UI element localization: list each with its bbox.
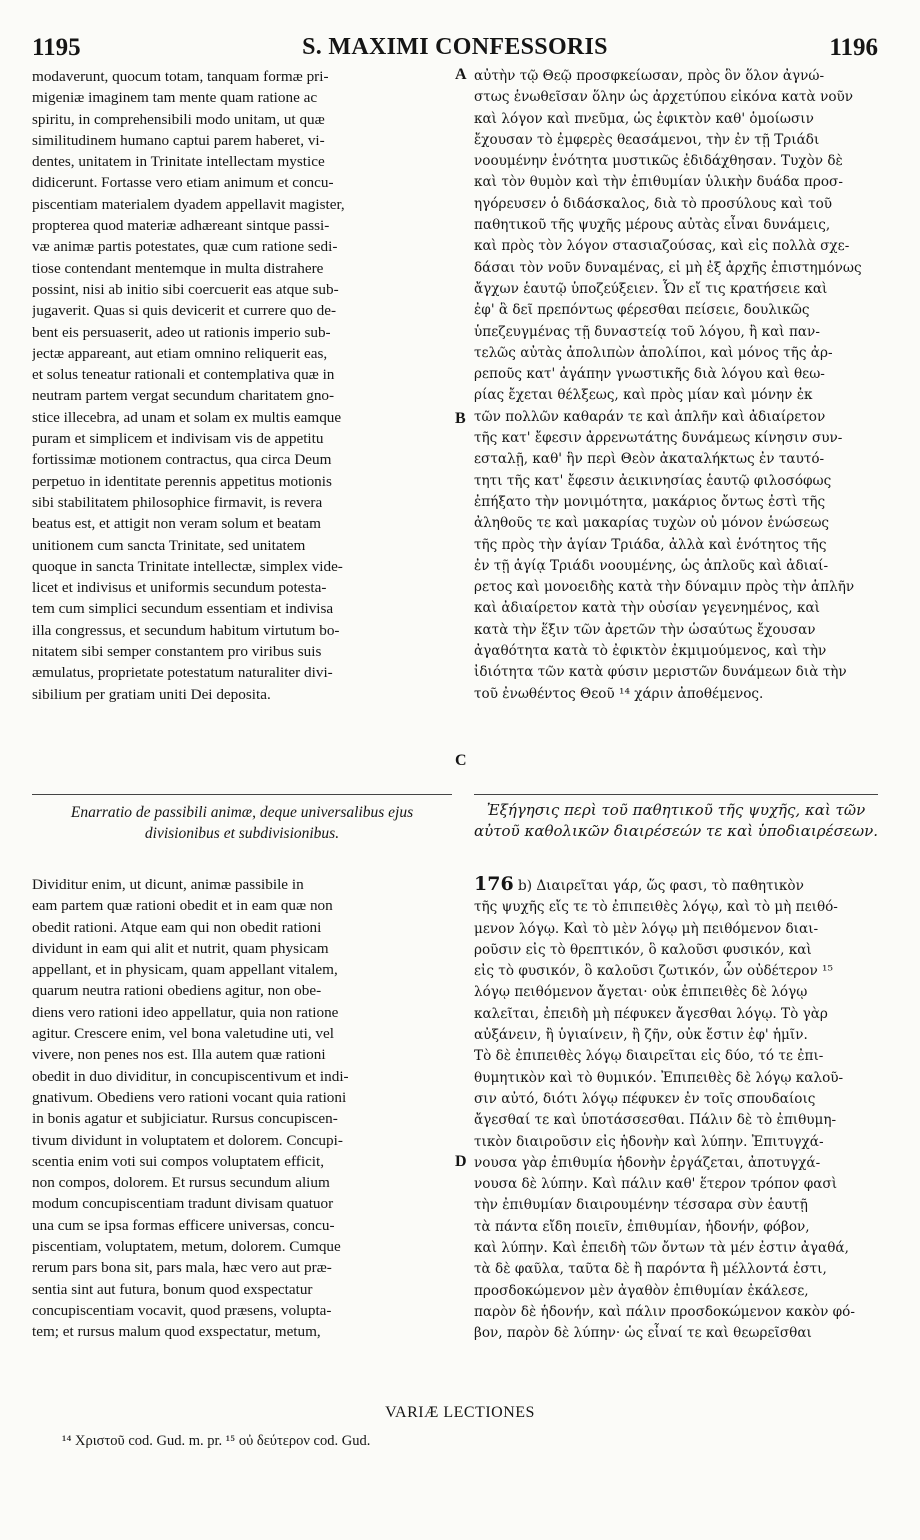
text-line: ἰδιότητα τῶν κατὰ φύσιν μεριστῶν δυνάμεων διὰ τὴν	[474, 664, 847, 681]
text-line: bent eis persuaserit, adeo ut rationis imperio sub-	[32, 323, 331, 341]
section-rule-right	[474, 794, 878, 795]
text-line: καὶ λόγον καὶ πνεῦμα, ὡς ἐφικτὸν καθ' ὁμοίωσιν	[474, 110, 814, 127]
text-line: Τὸ δὲ ἐπιπειθὲς λόγῳ διαιρεῖται εἰς δύο, τό τε ἐπι-	[474, 1048, 824, 1065]
text-line: ἔχουσαν τὸ ἐμφερὲς θεασάμενοι, τὴν ἐν τῇ Τριάδι	[474, 131, 820, 148]
text-line: sibi stabilitatem philosophice firmavit, is revera	[32, 493, 323, 511]
latin-column-bottom	[32, 874, 452, 1343]
text-line: neutram partem vergat secundum charitatem gno-	[32, 387, 335, 405]
text-line: propterea quod materiæ adhæreant sintque passi-	[32, 217, 330, 235]
greek-bottom-first-line	[474, 874, 878, 897]
text-line: ρετος καὶ μονοειδὴς κατὰ τὴν δύναμιν πρὸς τὴν ἁπλῆν	[474, 579, 855, 596]
text-line: possint, nisi ab initio sibi coercuerit eas atque sub-	[32, 280, 339, 298]
text-line: τῆς ψυχῆς εἴς τε τὸ ἐπιπειθὲς λόγῳ, καὶ τὸ μὴ πειθό-	[474, 899, 838, 916]
text-line: στως ἑνωθεῖσαν ὅλην ὡς ἀρχετύπου εἰκόνα κατὰ νοῦν	[474, 89, 854, 106]
text-line: perpetuo in identitate perennis appetitus motionis	[32, 472, 332, 490]
text-line: ἀγαθότητα κατὰ τὸ ἐφικτὸν ἐκμιμούμενος, καὶ τὴν	[474, 643, 827, 660]
text-line: εἰς τὸ φυσικόν, ὃ καλοῦσι ζωτικόν, ὧν οὐδέτερον ¹⁵	[474, 963, 833, 980]
text-line: τοῦ ἐνωθέντος Θεοῦ ¹⁴ χάριν ἀποθέμενος.	[474, 685, 764, 702]
text-line: τὴν ἐπιθυμίαν διαιρουμένην τέσσαρα σὺν ἑαυτῇ	[474, 1197, 808, 1214]
text-line: καὶ τὸν θυμὸν καὶ τὴν ἐπιθυμίαν ὑλικὴν δυάδα προσ-	[474, 174, 843, 191]
text-line: agitur. Crescere enim, vel bona valetudine uti, vel	[32, 1025, 334, 1043]
greek-column-top	[474, 66, 878, 705]
page-number-right: 1196	[829, 34, 878, 61]
text-line: ὑπεζευγμένας τῇ δυναστείᾳ τοῦ λόγου, ἢ καὶ παν-	[474, 323, 820, 340]
text-line: ρεποῦς κατ' ἀγάπην γνωστικῆς διὰ λόγου καὶ θεω-	[474, 366, 825, 383]
text-line: καὶ πρὸς τὸν λόγον στασιαζούσας, καὶ εἰς πολλὰ σχε-	[474, 238, 850, 255]
text-line: νουσα γὰρ ἐπιθυμία ἡδονὴν ἐργάζεται, ἀποτυγχά-	[474, 1154, 821, 1171]
text-line: tem cum simplici secundum essentiam et indivisa	[32, 600, 334, 618]
text-line: jugaverit. Quas si quis devicerit et currere quo de-	[32, 302, 337, 320]
variae-lectiones-notes: ¹⁴ Χριστοῦ cod. Gud. m. pr. ¹⁵ οὐ δεύτερον cod. Gud.	[62, 1433, 371, 1449]
margin-marker-d: D	[455, 1153, 467, 1170]
text-line: μενον λόγῳ. Καὶ τὸ μὲν λόγῳ μὴ πειθόμενον διαι-	[474, 920, 819, 937]
text-line: in bonis agatur et subjiciatur. Rursus concupiscen-	[32, 1110, 338, 1128]
text-line: αὐξάνειν, ἢ ὑγιαίνειν, ἢ ζῆν, οὐκ ἔστιν ἐφ' ἡμῖν.	[474, 1027, 808, 1044]
text-line: nitatem sibi semper constantem pro viribus suis	[32, 643, 322, 661]
text-line: σιν αὐτό, διότι λόγῳ πέφυκεν ἐν τοῖς σπουδαίοις	[474, 1090, 816, 1107]
text-line: εσταλῇ, καθ' ἣν περὶ Θεὸν ἀκαταλήκτως ἐν ταυτό-	[474, 451, 825, 468]
text-line: puram et simplicem et indivisam vis de appetitu	[32, 430, 324, 448]
text-line: νουσα δὲ λύπην. Καὶ πάλιν καθ' ἕτερον τρόπον φασὶ	[474, 1176, 838, 1193]
text-line: piscentiam, voluptatem, metum, dolorem. Cumque	[32, 1238, 341, 1256]
text-line: dividunt in eam qui alit et nutrit, quam physicam	[32, 939, 329, 957]
text-line: καὶ ἀδιαίρετον κατὰ τὴν οὐσίαν γεγενημένος, καὶ	[474, 600, 820, 617]
text-line: tivum dividunt in voluptatem et dolorem. Concupi-	[32, 1131, 343, 1149]
text-line: didicerunt. Fortasse vero etiam animum et concu-	[32, 174, 334, 192]
latin-column-top	[32, 66, 452, 705]
section-rule-left	[32, 794, 452, 795]
page-number-left: 1195	[32, 34, 81, 61]
text-line: obedit in duo dividitur, in concupiscentivum et indi-	[32, 1067, 349, 1085]
text-line: τῶν πολλῶν καθαράν τε καὶ ἁπλῆν καὶ ἀδιαίρετον	[474, 408, 826, 425]
text-line: παθητικοῦ τῆς ψυχῆς μέρους αὐτὰς εἶναι δυνάμεις,	[474, 217, 831, 234]
margin-marker-c: C	[455, 752, 467, 769]
text-line: fortissimæ motionem contractus, qua circa Deum	[32, 451, 332, 469]
text-line: dentes, unitatem in Trinitate intellectam mystice	[32, 153, 325, 171]
text-line: ἄγχων ἑαυτῷ ὑποζεύξειεν. Ὧν εἴ τις κρατήσειε καὶ	[474, 280, 828, 297]
text-line: scentia enim voti sui compos voluptatem efficit,	[32, 1152, 325, 1170]
text-line: παρὸν δὲ ἡδονήν, καὶ πάλιν προσδοκώμενον κακὸν φό-	[474, 1303, 855, 1320]
text-line: appellant, et in physicam, quam appellant vitalem,	[32, 961, 338, 979]
text-line: eam partem quæ rationi obedit et in eam quæ non	[32, 897, 333, 915]
text-line: τικὸν διαιροῦσιν εἰς ἡδονὴν καὶ λύπην. Ἐπιτυγχά-	[474, 1133, 824, 1150]
text-line: κατὰ τὴν ἕξιν τῶν ἀρετῶν τὴν ὡσαύτως ἔχουσαν	[474, 621, 816, 638]
text-line: æmulatus, proprietate potestatum naturaliter divi-	[32, 664, 333, 682]
greek-section-heading: Ἐξήγησις περὶ τοῦ παθητικοῦ τῆς ψυχῆς, καὶ τῶν αὐτοῦ καθολικῶν διαιρέσεών τε καὶ ὑποδιαιρέσεων.	[474, 801, 878, 840]
text-line: τὰ δὲ φαῦλα, ταῦτα δὲ ἢ παρόντα ἢ μέλλοντά ἐστι,	[474, 1261, 827, 1278]
text-line: βον, παρὸν δὲ λύπην· ὡς εἶναί τε καὶ θεωρεῖσθαι	[474, 1325, 812, 1342]
text-line: unitionem cum sancta Trinitate, sed unitatem	[32, 536, 306, 554]
text-line: θυμητικὸν καὶ τὸ θυμικόν. Ἐπιπειθὲς δὲ λόγῳ καλοῦ-	[474, 1069, 844, 1086]
text-line: λόγῳ πειθόμενον ἄγεται· οὐκ ἐπιπειθὲς δὲ λόγῳ	[474, 984, 808, 1001]
text-line: sibilium per gratiam uniti Dei deposita.	[32, 685, 271, 703]
text-line: sentia sint aut futura, bonum quod exspectatur	[32, 1280, 313, 1298]
text-line: quarum neutra rationi obediens agitur, non obe-	[32, 982, 322, 1000]
text-line: migeniæ imaginem tam mente quam ratione ac	[32, 89, 318, 107]
text-line: ἐφ' ἃ δεῖ πρεπόντως φέρεσθαι πείσειε, δουλικῶς	[474, 302, 810, 319]
greek-bottom-first-text: b) Διαιρεῖται γάρ, ὥς φασι, τὸ παθητικὸν	[513, 878, 804, 894]
text-line: diens vero rationi ideo appellatur, quia non ratione	[32, 1003, 339, 1021]
text-line: vivere, non penes nos est. Illa autem quæ rationi	[32, 1046, 326, 1064]
text-line: ἐπήξατο τὴν μονιμότητα, μακάριος ὄντως ἐστὶ τῆς	[474, 493, 826, 510]
text-line: τῆς κατ' ἔφεσιν ἀρρενωτάτης δυνάμεως κίνησιν συν-	[474, 430, 843, 447]
text-line: illa congressus, et secundum habitum virtutum bo-	[32, 621, 340, 639]
text-line: et solus teneatur rationali et contemplativa quæ in	[32, 366, 335, 384]
text-line: καλεῖται, ἐπειδὴ μὴ πέφυκεν ἄγεσθαι λόγῳ. Τὸ γὰρ	[474, 1005, 828, 1022]
text-line: obedit rationi. Atque eam qui non obedit rationi	[32, 918, 322, 936]
text-line: licet et indivisus et uniformis secundum potesta-	[32, 579, 327, 597]
text-line: προσδοκώμενον μὲν ἀγαθὸν ἐπιθυμίαν ἐκάλεσε,	[474, 1282, 809, 1299]
text-line: ηγόρευσεν ὁ διδάσκαλος, διὰ τὸ προσύλους καὶ τοῦ	[474, 195, 833, 212]
text-line: væ animæ partis potestates, quæ cum ratione sedi-	[32, 238, 338, 256]
text-line: αὐτὴν τῷ Θεῷ προσφκείωσαν, πρὸς ὃν ὅλον ἀγνώ-	[474, 68, 825, 84]
text-line: una cum se ipsa formas efficere universas, concu-	[32, 1216, 335, 1234]
margin-marker-b: B	[455, 410, 466, 427]
text-line: jectæ appareant, aut etiam omnino reliquerit eas,	[32, 344, 328, 362]
text-line: καὶ λύπην. Καὶ ἐπειδὴ τῶν ὄντων τὰ μέν ἐστιν ἀγαθά,	[474, 1240, 849, 1257]
latin-section-heading: Enarratio de passibili animæ, deque universalibus ejus divisionibus et subdivisionibus.	[70, 804, 414, 842]
margin-marker-a: A	[455, 66, 467, 83]
text-line: ἀληθοῦς τε καὶ μακαρίας τυχὼν οὐ μόνον ἑνώσεως	[474, 515, 830, 532]
running-title: S. MAXIMI CONFESSORIS	[302, 34, 608, 60]
text-line: gnativum. Obediens vero rationi vocant quia rationi	[32, 1088, 347, 1106]
text-line: ἄγεσθαί τε καὶ ὑποτάσσεσθαι. Πάλιν δὲ τὸ ἐπιθυμη-	[474, 1112, 837, 1129]
text-line: stice illecebra, ad unam et solam ex multis eamque	[32, 408, 342, 426]
variae-lectiones-title: VARIÆ LECTIONES	[385, 1404, 535, 1421]
text-line: concupiscentiam vocavit, quod præsens, volupta-	[32, 1301, 332, 1319]
text-line: rerum pars bona sit, pars mala, hæc vero aut præ-	[32, 1259, 332, 1277]
page-header	[32, 34, 878, 64]
text-line: similitudinem humano captui parem haberet, vi-	[32, 131, 325, 149]
text-line: τὰ πάντα εἴδη ποιεῖν, ἐπιθυμίαν, ἡδονήν, φόβον,	[474, 1218, 810, 1235]
text-line: modaverunt, quocum totam, tanquam formæ pri-	[32, 68, 329, 85]
text-line: non compos, dolorem. Et rursus secundum alium	[32, 1174, 330, 1192]
column-number: 176	[474, 874, 514, 895]
text-line: ἐν τῇ ἁγίᾳ Τριάδι νοουμένης, ὡς ἁπλοῦς καὶ ἀδιαί-	[474, 557, 829, 574]
text-line: τελῶς αὐτὰς ἀπολιπὼν ἀπολίποι, καὶ μόνος τῆς ἀρ-	[474, 344, 833, 361]
text-line: modum concupiscentiam tradunt divisam quatuor	[32, 1195, 334, 1213]
text-line: Dividitur enim, ut dicunt, animæ passibile in	[32, 876, 304, 893]
text-line: νοουμένην ἑνότητα μυστικῶς ἐδιδάχθησαν. Τυχὸν δὲ	[474, 153, 843, 170]
text-line: quoque in sancta Trinitate intellectæ, simplex vide-	[32, 557, 343, 575]
text-line: τητι τῆς κατ' ἔφεσιν ἀεικινησίας ἑαυτῷ φιλοσόφως	[474, 472, 832, 489]
text-line: spiritu, in comprehensibili modo unitam, ut quæ	[32, 110, 325, 128]
text-line: ροῦσιν εἰς τὸ θρεπτικόν, ὃ καλοῦσι φυσικόν, καὶ	[474, 941, 812, 958]
text-line: τῆς πρὸς τὴν ἁγίαν Τριάδα, ἀλλὰ καὶ ἑνότητος τῆς	[474, 536, 827, 553]
greek-column-bottom	[474, 874, 878, 1345]
text-line: tiose contendant mentemque in multa distrahere	[32, 259, 324, 277]
text-line: ρίας ἔχεται θέλξεως, καὶ πρὸς μίαν καὶ μόνην ἐκ	[474, 387, 813, 404]
text-line: δάσαι τὸν νοῦν δυναμένας, εἰ μὴ ἐξ ἀρχῆς ἐπιστημόνως	[474, 259, 862, 276]
text-line: piscentiam materialem dyadem appellavit magister,	[32, 195, 345, 213]
text-line: beatus est, et attigit non veram solum et beatam	[32, 515, 321, 533]
text-line: tem; et rursus malum quod exspectatur, metum,	[32, 1323, 321, 1341]
